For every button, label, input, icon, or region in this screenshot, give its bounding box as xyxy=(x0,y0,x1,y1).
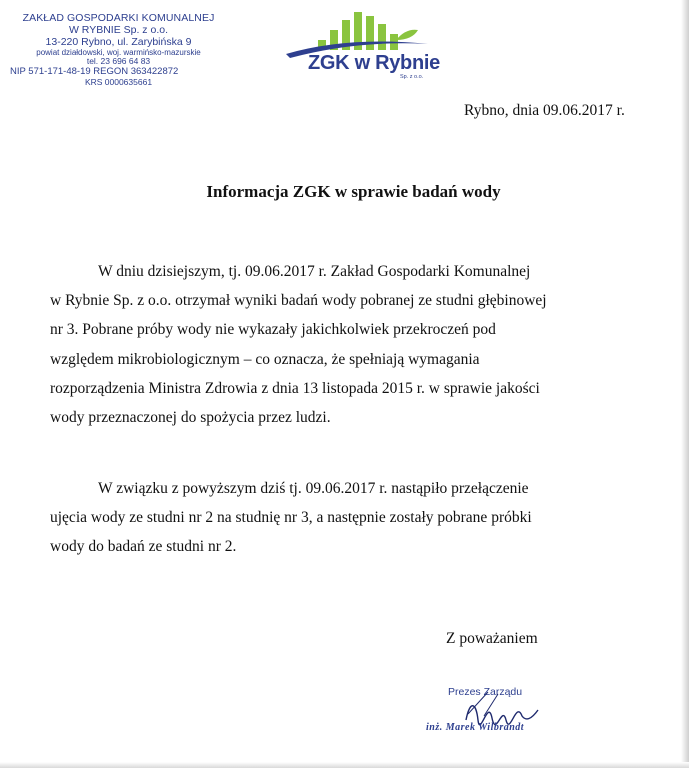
handwritten-signature xyxy=(418,680,588,750)
paragraph-line: w Rybnie Sp. z o.o. otrzymał wyniki badań wody pobranej ze studni głębinowej xyxy=(50,292,547,310)
stamp-line: KRS 0000635661 xyxy=(84,77,153,88)
document-date: Rybno, dnia 09.06.2017 r. xyxy=(464,102,625,119)
stamp-line: ZAKŁAD GOSPODARKI KOMUNALNEJ xyxy=(22,12,215,24)
stamp-line: tel. 23 696 64 83 xyxy=(86,56,151,67)
logo-text: ZGK w Rybnie xyxy=(308,52,440,74)
company-stamp xyxy=(6,12,231,88)
stamp-line: NIP 571-171-48-19 REGON 363422872 xyxy=(10,66,179,78)
paragraph-line: względem mikrobiologicznym – co oznacza, że spełniają wymagania xyxy=(50,350,480,368)
stamp-line: powiat działdowski, woj. warmińsko-mazurskie xyxy=(36,48,201,58)
document-title: Informacja ZGK w sprawie badań wody xyxy=(206,182,501,201)
paragraph-line: wody przeznaczonej do spożycia przez ludzi. xyxy=(50,409,331,427)
paragraph-1 xyxy=(50,257,650,432)
logo-subtext: Sp. z o.o. xyxy=(400,74,424,80)
closing-salutation: Z poważaniem xyxy=(446,630,538,647)
stamp-line: 13-220 Rybno, ul. Zarybińska 9 xyxy=(45,36,192,49)
scan-bottom-shadow xyxy=(0,762,689,768)
paragraph-line: W dniu dzisiejszym, tj. 09.06.2017 r. Zakład Gospodarki Komunalnej xyxy=(98,263,531,280)
signature-role: Prezes Zarządu xyxy=(448,686,523,698)
signature-name: inż. Marek Wilbrandt xyxy=(426,722,525,733)
scan-edge-shadow xyxy=(681,0,689,768)
stamp-line: W RYBNIE Sp. z o.o. xyxy=(68,24,168,37)
signature-block xyxy=(418,680,588,750)
paragraph-line: nr 3. Pobrane próby wody nie wykazały jakichkolwiek przekroczeń pod xyxy=(50,321,496,339)
paragraph-line: W związku z powyższym dziś tj. 09.06.2017 r. nastąpiło przełączenie xyxy=(98,480,529,497)
paragraph-2 xyxy=(50,474,650,562)
paragraph-line: wody do badań ze studni nr 2. xyxy=(50,538,237,556)
paragraph-line: ujęcia wody ze studni nr 2 na studnię nr 3, a następnie zostały pobrane próbki xyxy=(50,509,532,527)
paragraph-line: rozporządzenia Ministra Zdrowia z dnia 13 listopada 2015 r. w sprawie jakości xyxy=(50,379,540,397)
